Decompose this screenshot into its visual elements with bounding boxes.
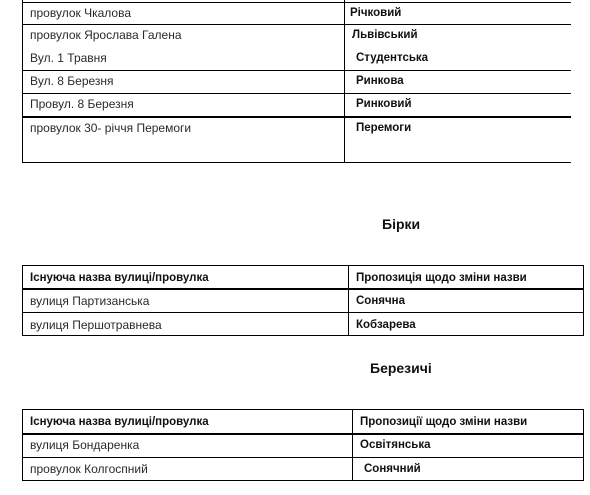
table-cell-new-name: Ринковий xyxy=(356,98,412,110)
table-cell-new-name: Перемоги xyxy=(356,122,412,134)
table-cell-old-name: провулок Колгоспний xyxy=(30,462,148,476)
table-cell-new-name: Сонячна xyxy=(356,295,406,307)
table-cell-old-name: вулиця Партизанська xyxy=(30,294,150,308)
table-border xyxy=(352,409,353,481)
table-cell-old-name: провулок Чкалова xyxy=(30,6,131,20)
table-border xyxy=(22,288,584,290)
table-border xyxy=(22,2,571,3)
table-border xyxy=(22,24,571,25)
table-cell-new-name: Річковий xyxy=(350,7,402,19)
table-cell-new-name: Ринкова xyxy=(356,75,404,87)
table-border xyxy=(22,480,584,481)
section-title-birky: Бірки xyxy=(382,216,421,232)
table-cell-new-name: Студентська xyxy=(356,52,429,64)
table-border xyxy=(22,162,571,163)
table-cell-old-name: вулиця Першотравнева xyxy=(30,318,162,332)
table-cell-old-name: Вул. 8 Березня xyxy=(30,74,114,88)
table-header-new-name: Пропозиції щодо зміни назви xyxy=(360,416,528,428)
table-header-old-name: Існуюча назва вулиці/провулка xyxy=(30,272,209,284)
table-border xyxy=(22,312,584,313)
table-border xyxy=(22,409,584,410)
table-border xyxy=(22,409,23,481)
table-cell-old-name: Вул. 1 Травня xyxy=(30,51,107,65)
table-cell-old-name: провулок Ярослава Галена xyxy=(30,28,182,42)
table-border xyxy=(22,70,571,71)
table-cell-new-name: Львівський xyxy=(352,29,418,41)
table-border xyxy=(22,93,571,94)
table-header-old-name: Існуюча назва вулиці/провулка xyxy=(30,416,209,428)
table-cell-new-name: Кобзарева xyxy=(356,319,416,331)
table-border xyxy=(348,265,349,335)
table-border xyxy=(583,409,584,481)
table-header-new-name: Пропозиція щодо зміни назви xyxy=(356,272,527,284)
section-title-berezychi: Березичі xyxy=(370,360,432,376)
table-border xyxy=(22,433,584,435)
table-cell-new-name: Освітянська xyxy=(360,439,431,451)
table-cell-old-name: Провул. 8 Березня xyxy=(30,97,134,111)
table-border xyxy=(22,265,23,335)
table-cell-old-name: вулиця Бондаренка xyxy=(30,438,140,452)
table-border xyxy=(583,265,584,335)
table-cell-old-name: провулок 30- річчя Перемоги xyxy=(30,121,192,135)
table-border xyxy=(22,265,584,266)
table-border xyxy=(22,335,584,336)
table-cell-new-name: Сонячний xyxy=(364,463,421,475)
table-border xyxy=(22,116,571,118)
table-border xyxy=(22,457,584,458)
